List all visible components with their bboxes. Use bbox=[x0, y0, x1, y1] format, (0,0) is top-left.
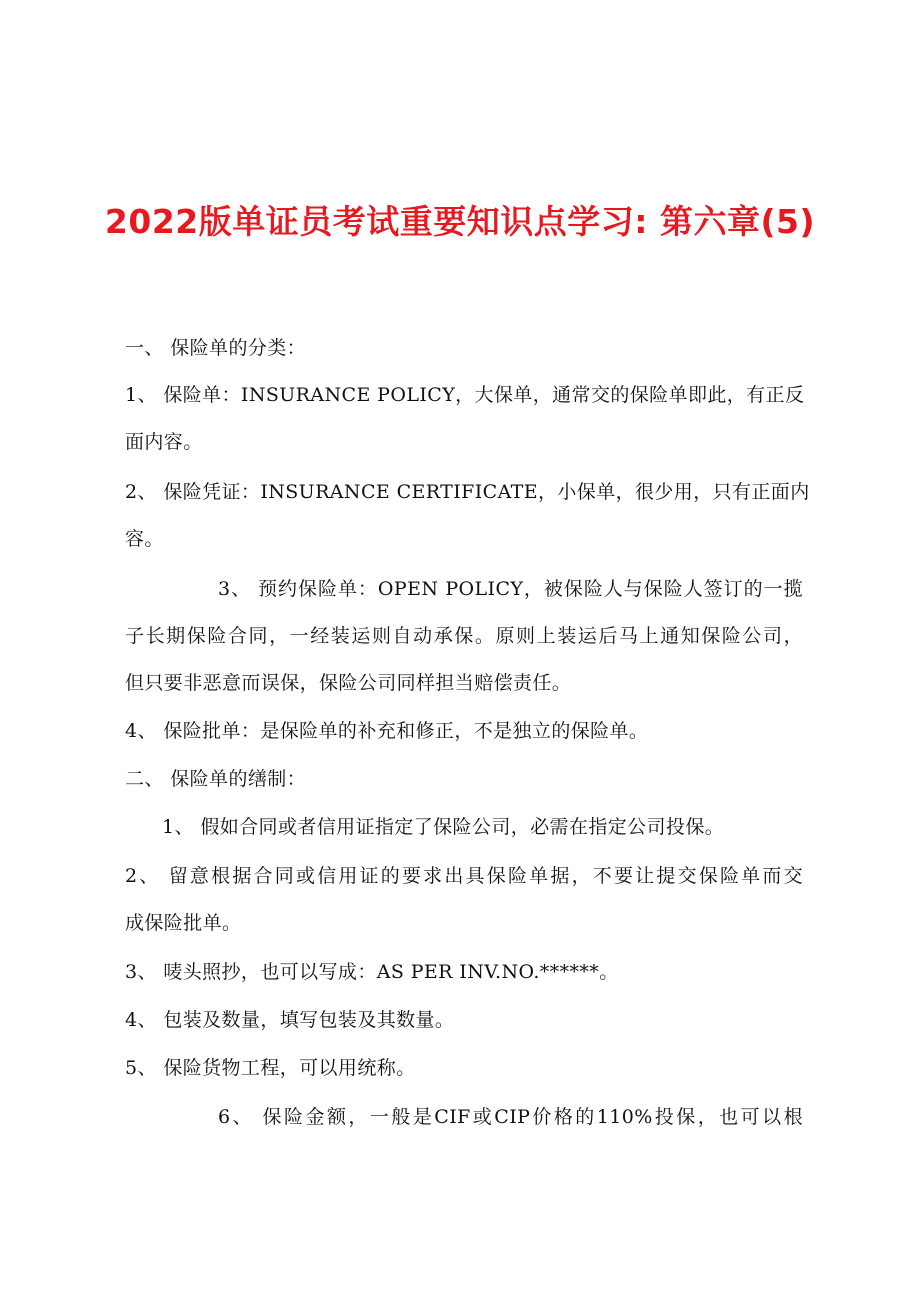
paragraph-line: 3、 预约保险单：OPEN POLICY，被保险人与保险人签订的一揽 bbox=[218, 578, 803, 600]
paragraph-line: 5、 保险货物工程，可以用统称。 bbox=[125, 1057, 416, 1079]
paragraph-line: 2、 留意根据合同或信用证的要求出具保险单据，不要让提交保险单而交 bbox=[125, 865, 803, 887]
paragraph-line: 成保险批单。 bbox=[125, 912, 242, 934]
paragraph-line: 3、 唛头照抄，也可以写成：AS PER INV.NO.******。 bbox=[125, 961, 619, 983]
paragraph-line: 4、 包装及数量，填写包装及其数量。 bbox=[125, 1009, 455, 1031]
paragraph-line: 6、 保险金额，一般是CIF或CIP价格的110%投保，也可以根 bbox=[218, 1106, 803, 1128]
paragraph-line: 2、 保险凭证：INSURANCE CERTIFICATE，小保单，很少用，只有正面内 bbox=[125, 481, 810, 503]
paragraph-line: 但只要非恶意而误保，保险公司同样担当赔偿责任。 bbox=[125, 672, 572, 694]
section-heading-classification: 一、 保险单的分类： bbox=[125, 337, 307, 359]
paragraph-line: 4、 保险批单：是保险单的补充和修正，不是独立的保险单。 bbox=[125, 720, 649, 742]
section-heading-preparation: 二、 保险单的缮制： bbox=[125, 768, 307, 790]
paragraph-line: 子长期保险合同，一经装运则自动承保。原则上装运后马上通知保险公司， bbox=[125, 625, 803, 647]
paragraph-line: 1、 假如合同或者信用证指定了保险公司，必需在指定公司投保。 bbox=[162, 816, 725, 838]
paragraph-line: 容。 bbox=[125, 528, 164, 550]
document-title: 2022版单证员考试重要知识点学习: 第六章(5) bbox=[104, 202, 816, 241]
paragraph-line: 面内容。 bbox=[125, 431, 203, 453]
paragraph-line: 1、 保险单：INSURANCE POLICY，大保单，通常交的保险单即此，有正反 bbox=[125, 384, 805, 406]
